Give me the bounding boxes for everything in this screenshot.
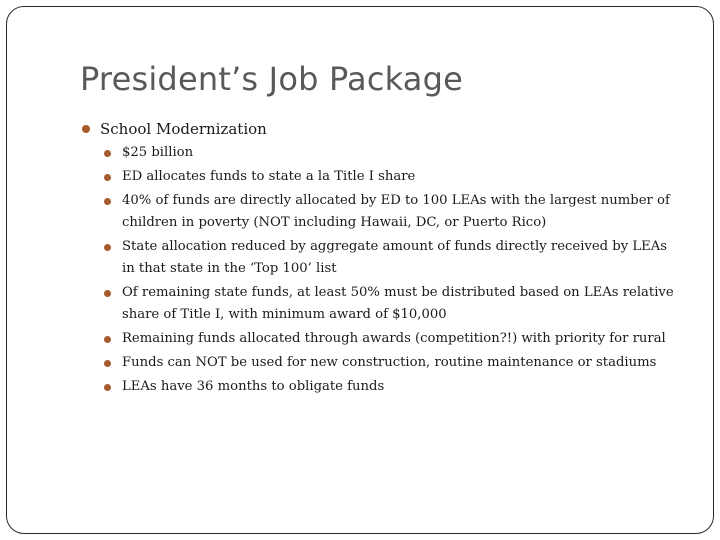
bullet-dot-icon xyxy=(104,290,111,297)
bullet-dot-icon xyxy=(104,150,111,157)
bullet-dot-icon xyxy=(104,198,111,205)
bullet-level2-text: Funds can NOT be used for new construction, routine maintenance or stadiums xyxy=(122,355,657,370)
bullet-level2-item xyxy=(80,328,680,350)
bullet-level2-text: LEAs have 36 months to obligate funds xyxy=(122,379,385,394)
bullet-level2-item xyxy=(80,376,680,398)
bullet-level1-item xyxy=(80,118,680,140)
bullet-dot-icon xyxy=(104,384,111,391)
bullet-dot-icon xyxy=(104,336,111,343)
bullet-level2-item xyxy=(80,142,680,164)
bullet-level2-list xyxy=(80,142,680,398)
bullet-level2-item xyxy=(80,190,680,234)
bullet-level2-text: State allocation reduced by aggregate amount of funds directly received by LEAs in that state in the ‘Top 100’ list xyxy=(122,239,668,276)
bullet-level2-text: Remaining funds allocated through awards (competition?!) with priority for rural xyxy=(122,331,666,346)
bullet-level2-text: $25 billion xyxy=(122,145,194,160)
bullet-dot-icon xyxy=(82,125,90,133)
bullet-dot-icon xyxy=(104,244,111,251)
bullet-level2-text: 40% of funds are directly allocated by ED to 100 LEAs with the largest number of children in poverty (NOT including Hawaii, DC, or Puerto Rico) xyxy=(122,193,670,230)
bullet-dot-icon xyxy=(104,174,111,181)
bullet-level2-item xyxy=(80,236,680,280)
bullet-level2-text: ED allocates funds to state a la Title I share xyxy=(122,169,416,184)
bullet-level2-item xyxy=(80,282,680,326)
bullet-level1-text: School Modernization xyxy=(100,120,267,138)
bullet-level2-item xyxy=(80,352,680,374)
slide-title: President’s Job Package xyxy=(80,60,464,98)
bullet-dot-icon xyxy=(104,360,111,367)
bullet-level2-text: Of remaining state funds, at least 50% must be distributed based on LEAs relative share of Title I, with minimum award of $10,000 xyxy=(122,285,674,322)
bullet-level2-item xyxy=(80,166,680,188)
slide-body xyxy=(80,118,680,400)
